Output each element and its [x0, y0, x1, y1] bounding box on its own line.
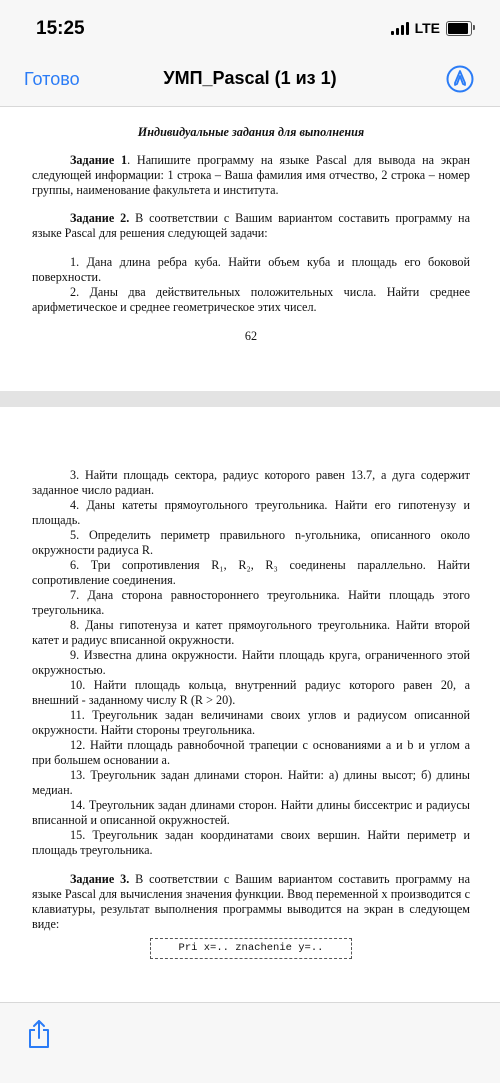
- network-type: LTE: [414, 20, 440, 36]
- status-indicators: [391, 20, 472, 36]
- status-bar: [0, 0, 500, 56]
- cellular-signal-icon: [391, 22, 409, 35]
- task-item: 12. Найти площадь равнобочной трапеции с основаниями a и b и углом a при большем основании a.: [32, 738, 470, 767]
- task-2-paragraph: [32, 211, 470, 241]
- page-separator: [0, 391, 500, 407]
- pdf-page-63: [0, 407, 500, 1002]
- task-1-text: . Напишите программу на языке Pascal для вывода на экран следующей информации: 1 строка – Ваша фамилия имя отчество, 2 строка – номер группы, наименование факультета и института.: [32, 153, 470, 197]
- task-1-paragraph: [32, 153, 470, 198]
- task-item: 11. Треугольник задан величинами своих углов и радиусом описанной окружности. Найти стороны треугольника.: [32, 708, 470, 737]
- task-1-label: Задание 1: [70, 153, 128, 167]
- task-item: 5. Определить периметр правильного n-угольника, описанного около окружности радиуса R.: [32, 528, 470, 557]
- status-time: 15:25: [36, 18, 85, 39]
- share-icon[interactable]: [26, 1019, 52, 1049]
- battery-level: [448, 23, 468, 34]
- task-item: 3. Найти площадь сектора, радиус которого равен 13.7, а дуга содержит заданное число радиан.: [32, 468, 470, 497]
- task-3-text: В соответствии с Вашим вариантом составить программу на языке Pascal для вычисления значения функции. Ввод переменной x производится с клавиатуры, результат выполнения программы выводится на экран в следующем виде:: [32, 872, 470, 931]
- bottom-toolbar: [0, 1002, 500, 1083]
- task-3-label: Задание 3.: [70, 872, 130, 886]
- pdf-page-62: [0, 108, 500, 391]
- page-heading: Индивидуальные задания для выполнения: [137, 125, 365, 139]
- task-item: 9. Известна длина окружности. Найти площадь круга, ограниченного этой окружностью.: [32, 648, 470, 677]
- task-item: 8. Даны гипотенуза и катет прямоугольного треугольника. Найти второй катет и радиус вписанной окружности.: [32, 618, 470, 647]
- markup-pen-icon[interactable]: [446, 65, 474, 93]
- task-item: 14. Треугольник задан длинами сторон. Найти длины биссектрис и радиусы вписанной и описанной окружностей.: [32, 798, 470, 827]
- document-title: УМП_Pascal (1 из 1): [163, 68, 337, 88]
- task-item: 15. Треугольник задан координатами своих вершин. Найти периметр и площадь треугольника.: [32, 828, 470, 857]
- output-format-box: Pri x=.. znachenie y=..: [150, 938, 352, 959]
- task-2-text: В соответствии с Вашим вариантом составить программу на языке Pascal для решения следующей задачи:: [32, 211, 470, 240]
- task-item: 10. Найти площадь кольца, внутренний радиус которого равен 20, а внешний - заданному числу R (R > 20).: [32, 678, 470, 707]
- task-2-label: Задание 2.: [70, 211, 130, 225]
- task-item: 7. Дана сторона равностороннего треугольника. Найти площадь этого треугольника.: [32, 588, 470, 617]
- task-item: 1. Дана длина ребра куба. Найти объем куба и площадь его боковой поверхности.: [32, 255, 470, 284]
- navigation-bar: [0, 56, 500, 107]
- task-item: 4. Даны катеты прямоугольного треугольника. Найти его гипотенузу и площадь.: [32, 498, 470, 527]
- task-item: 2. Даны два действительных положительных числа. Найти среднее арифметическое и среднее геометрическое этих чисел.: [32, 285, 470, 314]
- task-item: 13. Треугольник задан длинами сторон. Найти: а) длины высот; б) длины медиан.: [32, 768, 470, 797]
- task-item: 6. Три сопротивления R₁, R₂, R₃ соединены параллельно. Найти сопротивление соединения.: [32, 558, 470, 587]
- battery-icon: [446, 21, 472, 36]
- task-3-paragraph: [32, 872, 470, 932]
- page-number: 62: [244, 329, 258, 343]
- done-button[interactable]: Готово: [24, 69, 80, 89]
